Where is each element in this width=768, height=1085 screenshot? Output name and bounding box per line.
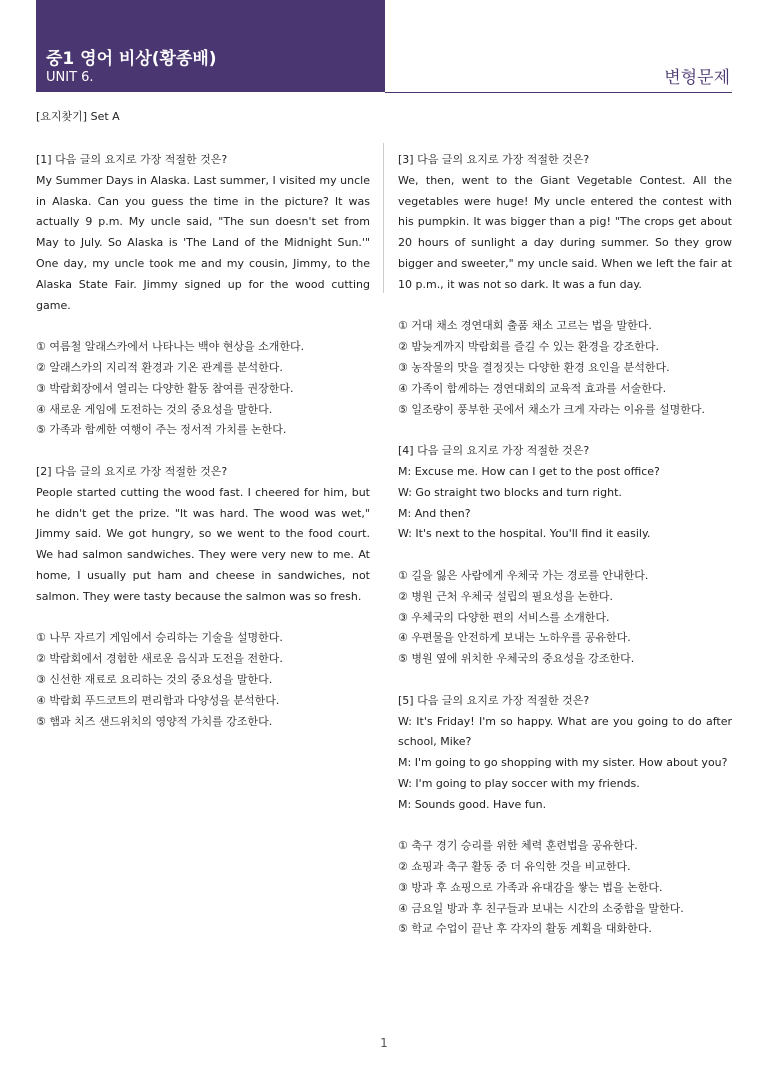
answer-option: ⑤ 일조량이 풍부한 곳에서 채소가 크게 자라는 이유를 설명한다. bbox=[398, 402, 705, 416]
right-column bbox=[398, 150, 732, 961]
dialogue-line: W: I'm going to play soccer with my friends. bbox=[398, 776, 640, 790]
answer-option: ④ 금요일 방과 후 친구들과 보내는 시간의 소중함을 말한다. bbox=[398, 901, 684, 915]
answer-option: ① 길을 잃은 사람에게 우체국 가는 경로를 안내한다. bbox=[398, 568, 649, 582]
answer-option: ③ 박람회장에서 열리는 다양한 활동 참여를 권장한다. bbox=[36, 381, 294, 395]
question-heading: [3] 다음 글의 요지로 가장 적절한 것은? bbox=[398, 153, 590, 166]
page-title: 중1 영어 비상(황종배) bbox=[46, 49, 217, 69]
dialogue-line: W: Go straight two blocks and turn right. bbox=[398, 485, 622, 499]
answer-option: ① 거대 채소 경연대회 출품 채소 고르는 법을 말한다. bbox=[398, 319, 652, 333]
unit-label: UNIT 6. bbox=[46, 70, 94, 85]
dialogue-line: M: Excuse me. How can I get to the post office? bbox=[398, 464, 660, 478]
question-heading: [4] 다음 글의 요지로 가장 적절한 것은? bbox=[398, 444, 590, 458]
doc-type-label: 변형문제 bbox=[664, 68, 730, 88]
answer-option: ⑤ 가족과 함께한 여행이 주는 정서적 가치를 논한다. bbox=[36, 423, 287, 437]
answer-option: ② 알래스카의 지리적 환경과 기온 관계를 분석한다. bbox=[36, 360, 283, 374]
question-5 bbox=[398, 691, 732, 941]
dialogue-line: M: Sounds good. Have fun. bbox=[398, 797, 547, 811]
question-passage: My Summer Days in Alaska. Last summer, I visited my uncle in Alaska. Can you guess the time in the picture? It was actually 9 p.m. My uncle said, "The sun doesn't set from May to July. So Alaska is 'The Land of the Midnight Sun.'" One day, my uncle took me and my cousin, Jimmy, to the Alaska State Fair. Jimmy signed up for the wood cutting game. bbox=[36, 173, 370, 312]
answer-option: ④ 우편물을 안전하게 보내는 노하우를 공유한다. bbox=[398, 631, 631, 645]
left-column bbox=[36, 150, 370, 753]
answer-option: ⑤ 병원 옆에 위치한 우체국의 중요성을 강조한다. bbox=[398, 652, 635, 666]
answer-option: ④ 새로운 게임에 도전하는 것의 중요성을 말한다. bbox=[36, 402, 273, 416]
question-2 bbox=[36, 462, 370, 732]
question-passage: We, then, went to the Giant Vegetable Contest. All the vegetables were huge! My uncle entered the contest with his pumpkin. It was bigger than a pig! "The crops get about 20 hours of sunlight a day during summer. So they grow bigger and sweeter," my uncle said. When we left the fair at 10 p.m., it was not so dark. It was a fun day. bbox=[398, 173, 732, 291]
answer-option: ③ 농작물의 맛을 결정짓는 다양한 환경 요인을 분석한다. bbox=[398, 360, 670, 374]
answer-option: ② 밤늦게까지 박람회를 즐길 수 있는 환경을 강조한다. bbox=[398, 340, 659, 354]
answer-option: ⑤ 햄과 치즈 샌드위치의 영양적 가치를 강조한다. bbox=[36, 714, 273, 728]
answer-option: ② 박람회에서 경험한 새로운 음식과 도전을 전한다. bbox=[36, 652, 283, 666]
dialogue-line: W: It's next to the hospital. You'll find it easily. bbox=[398, 527, 651, 541]
answer-option: ② 쇼핑과 축구 활동 중 더 유익한 것을 비교한다. bbox=[398, 860, 631, 874]
header-rule bbox=[385, 92, 732, 93]
column-divider bbox=[383, 143, 384, 293]
answer-option: ⑤ 학교 수업이 끝난 후 각자의 활동 계획을 대화한다. bbox=[398, 922, 652, 936]
dialogue-line: M: I'm going to go shopping with my sister. How about you? bbox=[398, 756, 728, 770]
answer-option: ② 병원 근처 우체국 설립의 필요성을 논한다. bbox=[398, 589, 613, 603]
dialogue-line: W: It's Friday! I'm so happy. What are you going to do after school, Mike? bbox=[398, 714, 732, 749]
answer-option: ④ 박람회 푸드코트의 편리함과 다양성을 분석한다. bbox=[36, 693, 280, 707]
set-label: [요지찾기] Set A bbox=[36, 110, 120, 123]
question-4 bbox=[398, 441, 732, 670]
answer-option: ③ 방과 후 쇼핑으로 가족과 유대감을 쌓는 법을 논한다. bbox=[398, 880, 663, 894]
page-number: 1 bbox=[380, 1036, 388, 1050]
answer-option: ① 여름철 알래스카에서 나타나는 백야 현상을 소개한다. bbox=[36, 340, 305, 354]
answer-option: ① 축구 경기 승리를 위한 체력 훈련법을 공유한다. bbox=[398, 839, 638, 853]
question-3 bbox=[398, 150, 732, 420]
question-heading: [5] 다음 글의 요지로 가장 적절한 것은? bbox=[398, 693, 590, 707]
question-heading: [1] 다음 글의 요지로 가장 적절한 것은? bbox=[36, 153, 228, 166]
answer-option: ① 나무 자르기 게임에서 승리하는 기술을 설명한다. bbox=[36, 631, 283, 645]
dialogue-line: M: And then? bbox=[398, 506, 471, 520]
question-passage: People started cutting the wood fast. I cheered for him, but he didn't get the prize. "It was hard. The wood was wet," Jimmy said. We got hungry, so we went to the food court. We had salmon sandwiches. They were very new to me. At home, I usually put ham and cheese in sandwiches, not salmon. They were tasty because the salmon was so fresh. bbox=[36, 485, 370, 603]
header-banner bbox=[36, 0, 385, 92]
question-1 bbox=[36, 150, 370, 441]
answer-option: ④ 가족이 함께하는 경연대회의 교육적 효과를 서술한다. bbox=[398, 381, 667, 395]
answer-option: ③ 우체국의 다양한 편의 서비스를 소개한다. bbox=[398, 610, 610, 624]
question-heading: [2] 다음 글의 요지로 가장 적절한 것은? bbox=[36, 464, 228, 478]
answer-option: ③ 신선한 재료로 요리하는 것의 중요성을 말한다. bbox=[36, 672, 273, 686]
